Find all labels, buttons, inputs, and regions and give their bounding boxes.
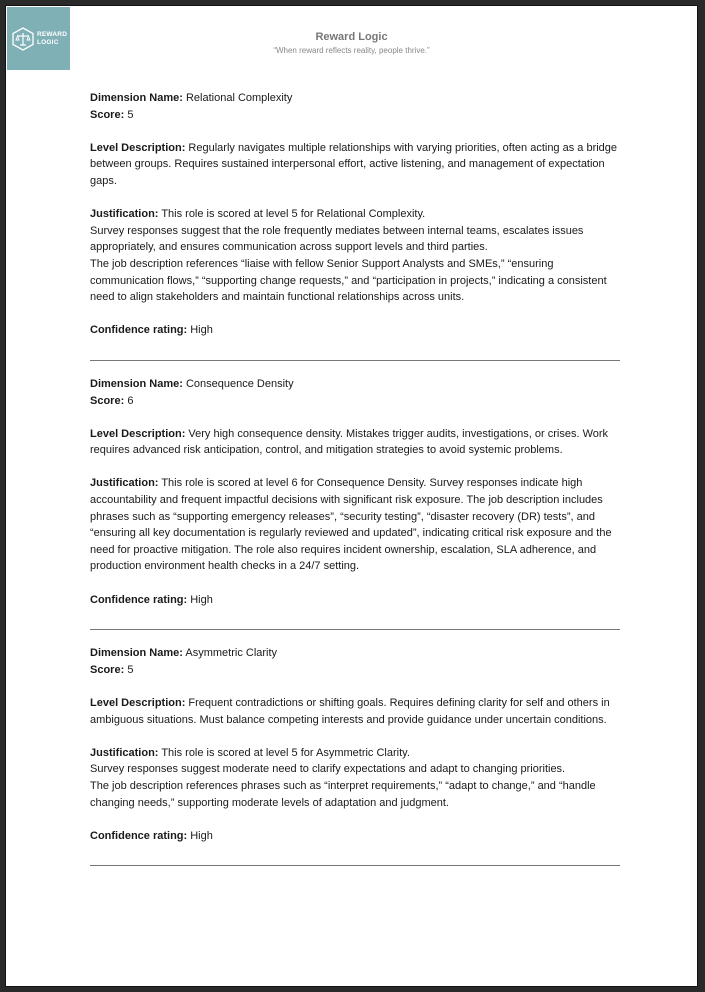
level-description: Level Description: Frequent contradictions or shifting goals. Requires defining clarity for self and others in ambiguous situations. Must balance competing interests and provide guidance under uncertain conditions. xyxy=(90,697,610,726)
dimension-section xyxy=(90,376,620,608)
confidence-row: Confidence rating: High xyxy=(90,593,213,606)
score-value: 6 xyxy=(127,394,134,407)
dimension-name: Relational Complexity xyxy=(185,92,293,104)
brand-tagline: “When reward reflects reality, people thrive.” xyxy=(273,46,430,55)
score-value: 5 xyxy=(127,663,134,676)
level-description: Level Description: Very high consequence density. Mistakes trigger audits, investigations, or crises. Work requires advanced risk anticipation, control, and mitigation strategies to avoid systemic problems. xyxy=(90,427,609,457)
dimension-name-row: Dimension Name: Asymmetric Clarity xyxy=(90,647,278,660)
justification-paragraph: Survey responses suggest that the role frequently mediates between internal teams, escalates issues appropriately, and ensures communication across support levels and third parties. xyxy=(90,224,584,254)
confidence-value: High xyxy=(190,829,213,842)
justification-paragraph: The job description references “liaise with fellow Senior Support Analysts and SMEs,” “ensuring communication flows,” “supporting change requests,” and “participation in projects,” indicating a consistent need to align stakeholders and maintain functional relationships across units. xyxy=(90,257,607,304)
confidence-row: Confidence rating: High xyxy=(90,829,213,842)
score-row: Score: 5 xyxy=(90,108,134,121)
justification-paragraph: The job description references phrases such as “interpret requirements,” “adapt to change,” and “handle changing needs,” supporting moderate levels of adaptation and judgment. xyxy=(90,779,596,809)
logo-line-2: LOGIC xyxy=(37,38,59,46)
dimension-section xyxy=(90,645,620,844)
confidence-row: Confidence rating: High xyxy=(90,324,213,337)
document-body xyxy=(90,90,620,881)
logo-line-1: REWARD xyxy=(37,30,68,38)
dimension-section xyxy=(90,90,620,339)
confidence-value: High xyxy=(190,324,213,337)
dimension-name-row: Dimension Name: Relational Complexity xyxy=(90,92,293,104)
section-divider xyxy=(90,865,620,866)
score-row: Score: 5 xyxy=(90,663,134,676)
justification: Justification: This role is scored at level 5 for Asymmetric Clarity. xyxy=(90,746,410,759)
level-description: Level Description: Regularly navigates multiple relationships with varying priorities, often acting as a bridge between groups. Requires sustained interpersonal effort, active listening, and management of expectation gaps. xyxy=(90,141,618,187)
justification-paragraph: Survey responses suggest moderate need to clarify expectations and adapt to changing priorities. xyxy=(90,763,566,776)
dimension-name: Consequence Density xyxy=(185,377,294,390)
score-value: 5 xyxy=(127,108,134,121)
brand-name: Reward Logic xyxy=(315,31,388,43)
justification: Justification: This role is scored at level 5 for Relational Complexity. xyxy=(90,208,426,221)
document-header xyxy=(6,31,697,55)
document-page xyxy=(5,5,698,987)
score-row: Score: 6 xyxy=(90,394,134,407)
section-divider xyxy=(90,629,620,630)
confidence-value: High xyxy=(190,593,213,606)
dimension-name-row: Dimension Name: Consequence Density xyxy=(90,377,294,390)
dimension-name: Asymmetric Clarity xyxy=(185,647,278,660)
justification: Justification: This role is scored at level 6 for Consequence Density. Survey responses indicate high accountability and frequent impactful decisions with significant risk exposure. The job description includes phrases such as “supporting emergency releases”, “security testing”, “disaster recovery (DR) tests”, and “ensuring all key documentation is regularly reviewed and updated”, indicating critical risk exposure and the need for proactive mitigation. The role also requires incident ownership, escalation, SLA adherence, and production environment health checks in a 24/7 setting. xyxy=(90,477,612,573)
section-divider xyxy=(90,360,620,361)
